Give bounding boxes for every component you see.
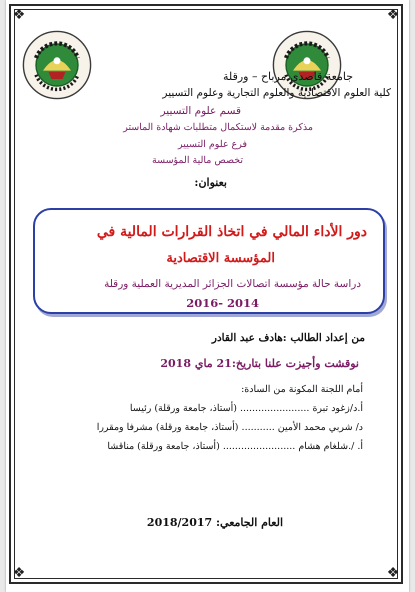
department-name: قسم علوم التسيير (160, 105, 241, 117)
university-logo-left (22, 30, 92, 100)
corner-ornament-top-right: ❖ (386, 7, 400, 23)
committee-member (97, 422, 363, 433)
title-label: بعنوان: (194, 176, 227, 189)
member-dots: ........... (241, 422, 275, 433)
corner-ornament-top-left: ❖ (12, 7, 26, 23)
memo-type: مذكرة مقدمة لاستكمال متطلبات شهادة الماستر (123, 122, 313, 133)
member-dots: ........................ (222, 441, 296, 452)
member-name: أ.د/زغود تبرة (312, 403, 363, 414)
thesis-title-line2: المؤسسة الاقتصادية (166, 251, 275, 266)
specialty-name: تخصص مالية المؤسسة (152, 155, 243, 166)
academic-year: العام الجامعي: 2018/2017 (146, 516, 283, 529)
thesis-title-box (33, 208, 385, 314)
corner-ornament-bottom-right: ❖ (386, 565, 400, 581)
committee-heading: أمام اللجنة المكونة من السادة: (241, 384, 363, 395)
thesis-title-line1: دور الأداء المالي في اتخاذ القرارات المالية في (96, 224, 367, 240)
branch-name: فرع علوم التسيير (178, 139, 247, 150)
defense-line: نوقشت وأجيزت علنا بتاريخ:21 ماي 2018 (160, 357, 359, 370)
committee-member (130, 403, 363, 414)
document-page (6, 0, 409, 592)
student-line: من إعداد الطالب :هادف عبد القادر (211, 332, 365, 344)
faculty-name: كلية العلوم الاقتصادية والعلوم التجارية وعلوم التسيير (162, 87, 391, 99)
member-role: (أستاذ، جامعة ورقلة) رئيسا (129, 403, 237, 414)
member-name: د/ شربي محمد الأمين (277, 422, 363, 433)
member-role: (أستاذ، جامعة ورقلة) مناقشا (107, 441, 220, 452)
university-seal-icon (22, 30, 92, 100)
case-study-line: دراسة حالة مؤسسة اتصالات الجزائر المديرية العملية ورقلة (104, 278, 361, 290)
committee-member (107, 441, 363, 452)
member-dots: ....................... (239, 403, 310, 414)
corner-ornament-bottom-left: ❖ (12, 565, 26, 581)
member-role: (أستاذ، جامعة ورقلة) مشرفا ومقررا (96, 422, 239, 433)
university-name: جامعة قاصدي مرباح – ورقلة (223, 70, 353, 83)
study-period: 2014 -2016 (186, 296, 259, 310)
member-name: أ. /.شلغام هشام (298, 441, 363, 452)
